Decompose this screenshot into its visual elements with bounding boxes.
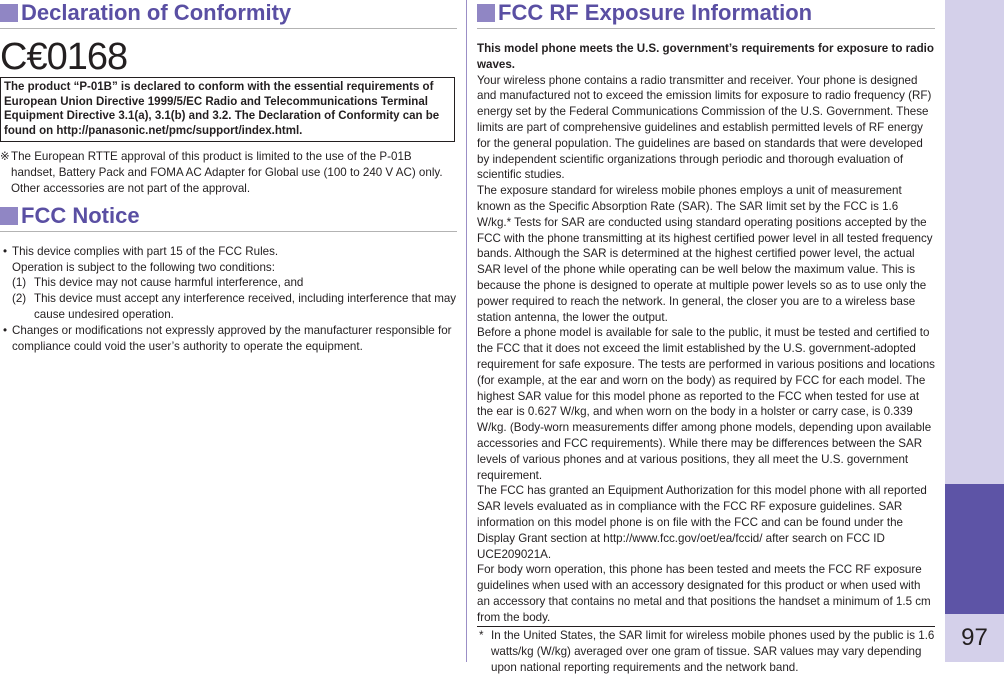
condition-1 bbox=[12, 275, 457, 291]
condition-2-number: (2) bbox=[12, 292, 27, 306]
condition-1-number: (1) bbox=[12, 276, 27, 290]
condition-2 bbox=[12, 291, 457, 323]
declaration-box: The product “P-01B” is declared to conform with the essential requirements of European Union Directive 1999/5/EC Radio and Telecommunications Terminal Equipment Directive 3.1(a), 3.1(b) and 3.2. The Declaration of Conformity can be found on http://panasonic.net/pmc/support/index.html. bbox=[0, 77, 455, 142]
right-column bbox=[477, 0, 935, 676]
condition-1-text: This device may not cause harmful interference, and bbox=[34, 276, 304, 290]
page-number: 97 bbox=[961, 624, 988, 651]
rtte-note-text: The European RTTE approval of this product is limited to the use of the P-01B handset, Battery Pack and FOMA AC Adapter for Global use (100 to 240 V AC) only. Other accessories are not part of the approval. bbox=[11, 150, 443, 195]
section-tab-label: Others bbox=[18, 514, 43, 586]
list-item bbox=[0, 323, 457, 355]
fcc-notice-heading-text: FCC Notice bbox=[21, 202, 140, 228]
column-divider bbox=[466, 0, 467, 662]
fcc-rf-heading-text: FCC RF Exposure Information bbox=[498, 0, 813, 25]
fcc-rf-body bbox=[477, 41, 935, 625]
bullet-icon: • bbox=[3, 323, 8, 337]
heading-square-icon bbox=[477, 4, 495, 22]
left-column bbox=[0, 0, 457, 354]
bullet1-line2: Operation is subject to the following two conditions: bbox=[12, 260, 275, 274]
heading-square-icon bbox=[0, 207, 18, 225]
rtte-note bbox=[0, 149, 457, 196]
ce-mark-row bbox=[0, 29, 457, 77]
fcc-notice-list bbox=[0, 244, 457, 355]
heading-square-icon bbox=[0, 4, 18, 22]
declaration-heading-text: Declaration of Conformity bbox=[21, 0, 292, 25]
condition-2-text: This device must accept any interference received, including interference that may cause undesired operation. bbox=[34, 292, 457, 321]
sar-footnote bbox=[477, 626, 935, 675]
fcc-notice-heading bbox=[0, 203, 457, 232]
paragraph-5: For body worn operation, this phone has been tested and meets the FCC RF exposure guidelines when used with an accessory designated for this product or when used with an accessory that contains no metal and that positions the handset a minimum of 1.5 cm from the body. bbox=[477, 563, 931, 624]
list-item bbox=[0, 244, 457, 323]
paragraph-3: Before a phone model is available for sale to the public, it must be tested and certified to the FCC that it does not exceed the limit established by the U.S. government-adopted requirement for safe exposure. The tests are performed in various positions and locations (for example, at the ear and worn on the body) as required by FCC for each model. The highest SAR value for this model phone as reported to the FCC when tested for use at the ear is 0.627 W/kg, and when worn on the body in a holster or carry case, is 0.339 W/kg. (Body-worn measurements differ among phone models, depending upon available accessories and FCC requirements). While there may be differences between the SAR levels of various phones and at various positions, they all meet the U.S. government requirement. bbox=[477, 326, 935, 482]
ce-mark-logo: C€0168 bbox=[0, 36, 128, 78]
section-side-tab bbox=[945, 0, 1004, 662]
paragraph-1: Your wireless phone contains a radio transmitter and receiver. Your phone is designed and manufactured not to exceed the emission limits for exposure to radio frequency (RF) energy set by the Federal Communications Commission of the U.S. Government. These limits are part of comprehensive guidelines and establish permitted levels of RF energy for the general population. The guidelines are based on standards that were developed by independent scientific organizations through periodic and thorough evaluation of scientific studies. bbox=[477, 73, 932, 182]
paragraph-4: The FCC has granted an Equipment Authorization for this model phone with all reported SAR levels evaluated as in compliance with the FCC RF exposure guidelines. SAR information on this model phone is on file with the FCC and can be found under the Display Grant section at http://www.fcc.gov/oet/ea/fccid/ after search on FCC ID UCE209021A. bbox=[477, 484, 927, 561]
footnote-text: In the United States, the SAR limit for wireless mobile phones used by the public is 1.6 watts/kg (W/kg) averaged over one gram of tissue. SAR values may vary depending upon national reporting requirements and the network band. bbox=[491, 629, 935, 675]
bullet2-text: Changes or modifications not expressly approved by the manufacturer responsible for compliance could void the user’s authority to operate the equipment. bbox=[12, 323, 452, 353]
fcc-rf-heading bbox=[477, 0, 935, 29]
footnote-mark: * bbox=[479, 629, 484, 643]
reference-mark-icon: ※ bbox=[0, 150, 10, 164]
section-tab-highlight bbox=[945, 484, 1004, 614]
bullet-icon: • bbox=[3, 244, 8, 258]
paragraph-2: The exposure standard for wireless mobile phones employs a unit of measurement known as the Specific Absorption Rate (SAR). The SAR limit set by the FCC is 1.6 W/kg.* Tests for SAR are conducted using standard operating positions accepted by the FCC with the phone transmitting at its highest certified power level in all tested frequency bands. Although the SAR is determined at the highest certified power level, the actual SAR level of the phone while operating can be well below the maximum value. This is because the phone is designed to operate at multiple power levels so as to use only the power required to reach the network. In general, the closer you are to a wireless base station antenna, the lower the output. bbox=[477, 184, 933, 324]
lead-paragraph: This model phone meets the U.S. government’s requirements for exposure to radio waves. bbox=[477, 42, 934, 71]
declaration-heading bbox=[0, 0, 457, 29]
bullet1-line1: This device complies with part 15 of the FCC Rules. bbox=[12, 244, 279, 258]
